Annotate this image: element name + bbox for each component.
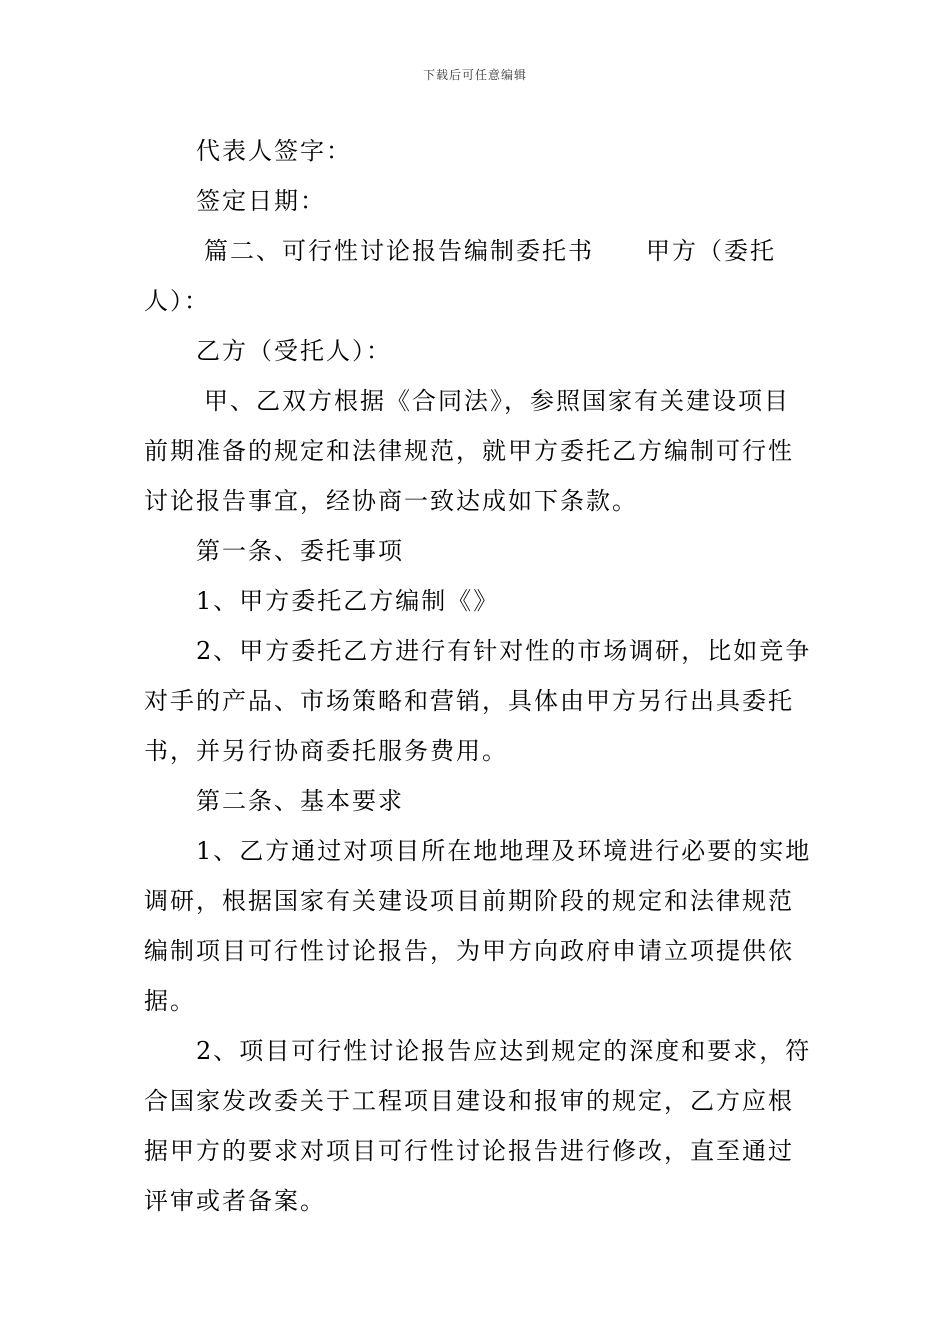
header-note: 下载后可任意编辑 xyxy=(422,68,527,82)
text-line-section-title: 篇二、可行性讨论报告编制委托书 甲方（委托 xyxy=(204,237,776,265)
text-line: 2、项目可行性讨论报告应达到规定的深度和要求，符 xyxy=(196,1037,812,1065)
text-line: 据甲方的要求对项目可行性讨论报告进行修改，直至通过 xyxy=(144,1137,794,1165)
text-line-signature: 代表人签字： xyxy=(196,137,352,165)
text-line: 编制项目可行性讨论报告，为甲方向政府申请立项提供依 xyxy=(144,937,794,965)
text-line: 讨论报告事宜，经协商一致达成如下条款。 xyxy=(144,487,638,515)
text-line: 2、甲方委托乙方进行有针对性的市场调研，比如竞争 xyxy=(196,637,812,665)
text-line: 对手的产品、市场策略和营销，具体由甲方另行出具委托 xyxy=(144,687,794,715)
article-heading: 第二条、基本要求 xyxy=(196,787,404,815)
text-line: 书，并另行协商委托服务费用。 xyxy=(144,737,508,765)
article-heading: 第一条、委托事项 xyxy=(196,537,404,565)
text-line: 合国家发改委关于工程项目建设和报审的规定，乙方应根 xyxy=(144,1087,794,1115)
text-line: 调研，根据国家有关建设项目前期阶段的规定和法律规范 xyxy=(144,887,794,915)
text-line: 前期准备的规定和法律规范，就甲方委托乙方编制可行性 xyxy=(144,437,794,465)
text-line: 1、乙方通过对项目所在地地理及环境进行必要的实地 xyxy=(196,837,812,865)
text-line: 据。 xyxy=(144,987,196,1015)
text-line: 人）： xyxy=(144,287,210,315)
text-line: 评审或者备案。 xyxy=(144,1187,326,1215)
text-line: 1、甲方委托乙方编制《》 xyxy=(196,587,500,615)
text-line: 甲、乙双方根据《合同法》，参照国家有关建设项目 xyxy=(204,387,790,415)
text-line-date: 签定日期： xyxy=(196,187,326,215)
text-line-party-b: 乙方（受托人）： xyxy=(196,337,392,365)
